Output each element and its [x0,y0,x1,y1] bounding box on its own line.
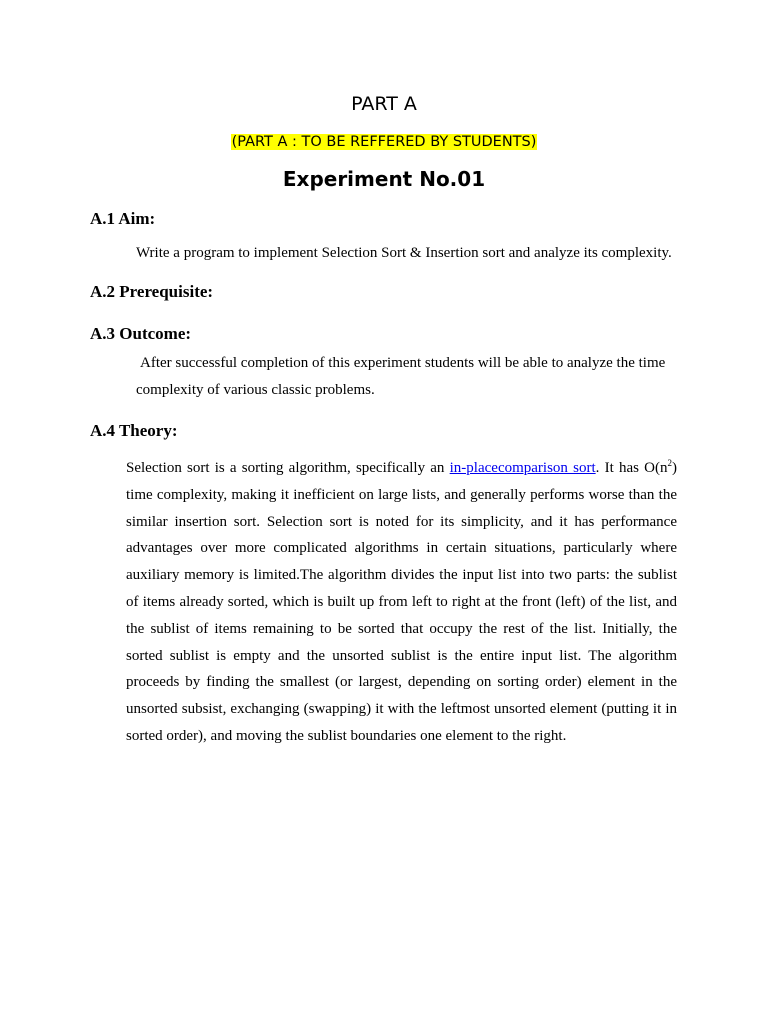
theory-paragraph [126,455,677,750]
part-subtitle: (PART A : TO BE REFFERED BY STUDENTS) [231,134,537,150]
theory-heading: A.4 Theory: [90,421,178,440]
superscript-exponent: 2 [667,458,672,468]
experiment-title: Experiment No.01 [282,167,486,191]
theory-text-rest: ) time complexity, making it inefficient on large lists, and generally performs worse than the similar insertion sort. Selection sort is noted for its simplicity, and it has performance advantages over more complicated algorithms in certain situations, particularly where auxiliary memory is limited.The algorithm divides the input list into two parts: the sublist of items already sorted, which is built up from left to right at the front (left) of the list, and the sublist of items remaining to be sorted that occupy the rest of the list. Initially, the sorted sublist is empty and the unsorted sublist is the entire input list. The algorithm proceeds by finding the smallest (or largest, depending on sorting order) element in the unsorted subsist, exchanging (swapping) it with the leftmost unsorted element (putting it in sorted order), and moving the sublist boundaries one element to the right. [126,460,677,744]
theory-text-start: Selection sort is a sorting algorithm, specifically an [126,460,450,476]
part-title: PART A [351,93,417,115]
outcome-line-1: After successful completion of this experiment students will be able to analyze the time [140,355,666,371]
in-place-comparison-sort-link[interactable]: in-placecomparison sort [449,460,596,476]
theory-text-complexity: . It has O(n [595,460,668,476]
outcome-text [136,350,681,404]
outcome-heading: A.3 Outcome: [90,324,192,343]
outcome-line-2: complexity of various classic problems. [136,382,375,398]
aim-heading: A.1 Aim: [90,209,156,228]
prerequisite-heading: A.2 Prerequisite: [90,282,214,301]
aim-text: Write a program to implement Selection Sort & Insertion sort and analyze its complexity. [136,245,672,261]
part-subtitle-line [0,132,768,152]
